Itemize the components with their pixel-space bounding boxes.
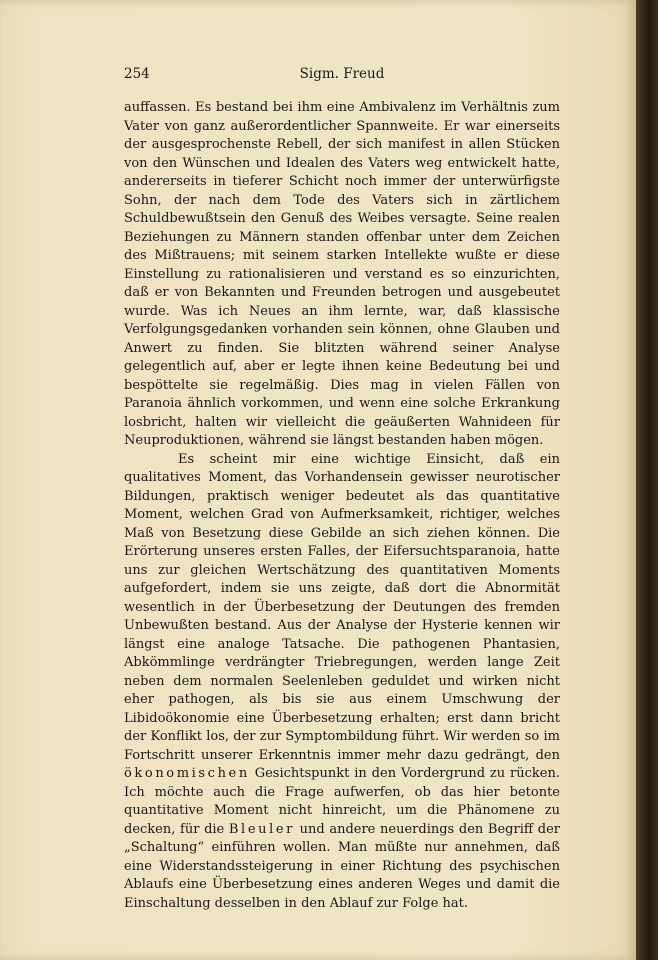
paragraph (124, 451, 560, 914)
text-run: Gesichtspunkt in den Vordergrund zu rücken. Ich möchte auch die Frage aufwerfen, ob das hier betonte quantitative Moment nicht hinreicht, um die Phänomene zu decken, für die (124, 766, 560, 837)
emphasized-term: ökonomischen (124, 766, 250, 781)
running-head: Sigm. Freud (299, 66, 385, 82)
emphasized-name: Bleuler (228, 821, 295, 837)
text-run: und andere neuerdings den Begriff der „Schaltung“ einführen wollen. Man müßte nur annehmen, daß eine Widerstandssteigerung in einer Richtung des psychischen Ablaufs eine Überbesetzung eines anderen Weges und damit die Einschaltung desselben in den Ablauf zur Folge hat. (124, 821, 560, 911)
book-edge (636, 0, 658, 960)
text-run: Es scheint mir eine wichtige Einsicht, daß ein qualitatives Moment, das Vorhandensein gewisser neurotischer Bildungen, praktisch weniger bedeutet als das quantitative Moment, welchen Grad von Aufmerksamkeit, richtiger, welches Maß von Besetzung diese Gebilde an sich ziehen können. Die Erörterung unseres ersten Falles, der Eifersuchtsparanoia, hatte uns zur gleichen Wertschätzung des quantitativen Moments aufgefordert, indem sie uns zeigte, daß dort die Abnormität wesentlich in der Überbesetzung der Deutungen des fremden Unbewußten bestand. Aus der Analyse der Hysterie kennen wir längst eine analoge Tatsache. Die pathogenen Phantasien, Abkömmlinge verdrängter Triebregungen, werden lange Zeit neben dem normalen Seelenleben geduldet und wirken nicht eher pathogen, als bis sie aus einem Umschwung der Libidoökonomie eine Überbesetzung erhalten; erst dann bricht der Konflikt los, der zur Symptombildung führt. Wir werden so im Fortschritt unserer Erkenntnis immer mehr dazu gedrängt, den (124, 451, 560, 763)
page-number: 254 (124, 66, 150, 82)
body-text (124, 99, 560, 913)
page-header (124, 66, 560, 90)
paragraph: auffassen. Es bestand bei ihm eine Ambivalenz im Verhältnis zum Vater von ganz außerordentlicher Spannweite. Er war einerseits der ausgesprochenste Rebell, der sich manifest in allen Stücken von den Wünschen und Idealen des Vaters weg entwickelt hatte, andererseits in tieferer Schicht noch immer der unterwürfigste Sohn, der nach dem Tode des Vaters sich in zärtlichem Schuldbewußtsein den Genuß des Weibes versagte. Seine realen Beziehungen zu Männern standen offenbar unter dem Zeichen des Mißtrauens; mit seinem starken Intellekte wußte er diese Einstellung zu rationalisieren und verstand es so einzurichten, daß er von Bekannten und Freunden betrogen und ausgebeutet wurde. Was ich Neues an ihm lernte, war, daß klassische Verfolgungsgedanken vorhanden sein können, ohne Glauben und Anwert zu finden. Sie blitzten während seiner Analyse gelegentlich auf, aber er legte ihnen keine Bedeutung bei und bespöttelte sie regelmäßig. Dies mag in vielen Fällen von Paranoia ähnlich vorkommen, und wenn eine solche Erkrankung losbricht, halten wir vielleicht die geäußerten Wahnideen für Neuproduktionen, während sie längst bestanden haben mögen. (124, 100, 560, 448)
